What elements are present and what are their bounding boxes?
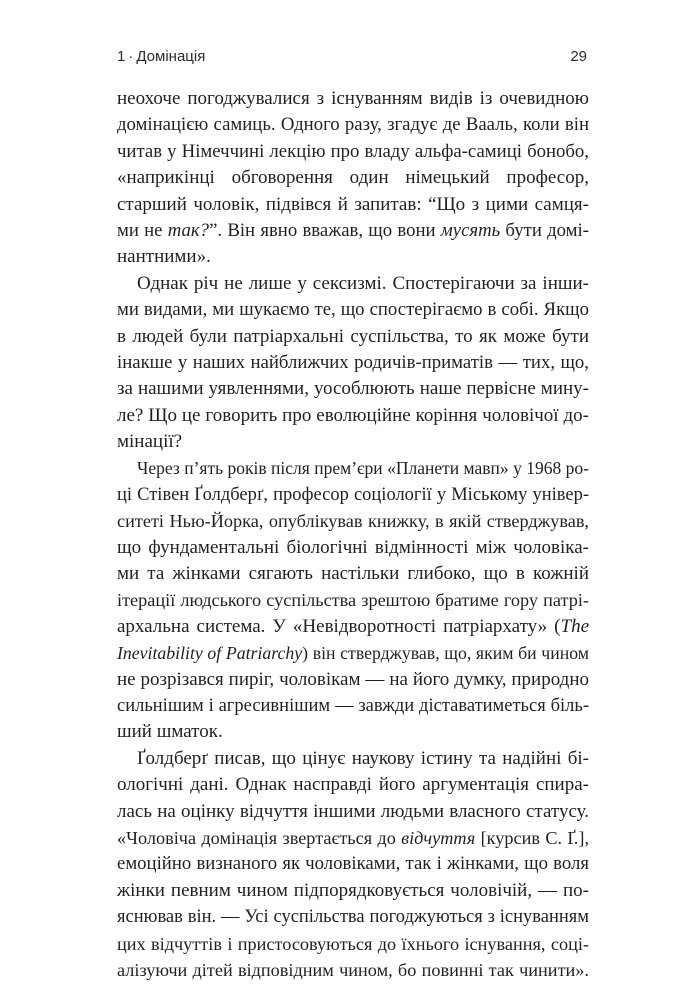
body-text	[117, 86, 589, 983]
italic-emphasis: мусять	[440, 219, 501, 241]
text-line: лась на оцінку відчуття іншими людьми власного статусу.	[117, 800, 589, 822]
text-line: домінацією самиць. Одного разу, згадує де Вааль, коли він	[117, 114, 589, 136]
running-head	[117, 48, 205, 65]
text-line: жінки певним чином підпорядковується чоловічій, — по-	[117, 879, 589, 901]
text-line: сильнішим і агресивнішим — завжди діставатиметься біль-	[117, 695, 589, 716]
page-header	[117, 48, 587, 74]
text-line: нантними».	[117, 246, 211, 268]
text-line: ологічні дані. Однак насправді його аргументація спира-	[117, 774, 589, 796]
text-line: ми та жінками сягають настільки глибоко, що в кожній	[117, 563, 589, 585]
italic-emphasis: так?	[167, 219, 210, 241]
chapter-title: Домінація	[136, 48, 206, 65]
text-line: ле? Що це говорить про еволюційне коріння чоловічої до-	[117, 404, 589, 426]
paragraph-3	[117, 455, 589, 745]
text-line: мінації?	[117, 431, 183, 453]
header-separator: ·	[128, 48, 134, 65]
text-line: що фундаментальні біологічні відмінності між чоловіка-	[117, 536, 589, 558]
italic-title: Inevitability of Patriarchy	[117, 643, 303, 664]
text-line: неохоче погоджувалися з існуванням видів із очевидною	[117, 88, 589, 109]
text-line: в людей були патріархальні суспільства, то як може бути	[117, 325, 589, 347]
text-line: Через п’ять років після прем’єри «Планети мавп» у 1968 ро-	[137, 458, 589, 479]
text-line: емоційно визнаного як чоловіками, так і жінками, що воля	[117, 853, 589, 875]
italic-emphasis: відчуття	[401, 827, 476, 848]
text-run: ”. Він явно вважав, що вони	[209, 219, 441, 241]
italic-title: The	[560, 615, 589, 637]
paragraph-1	[117, 86, 589, 271]
text-line: «наприкінці обговорення один німецький професор,	[117, 167, 589, 189]
text-run: бути домі-	[500, 219, 589, 241]
text-line	[117, 825, 589, 851]
chapter-number: 1	[117, 48, 126, 65]
text-line: ітерації людського суспільства зрештою братиме гору патрі-	[117, 590, 589, 611]
text-run: [курсив С. Ґ.],	[475, 827, 590, 848]
text-line: інакше у наших найближчих родичів-приматів — тих, що,	[117, 351, 589, 373]
text-run: ) він стверджував, що, яким би чином	[302, 643, 589, 664]
text-line: Однак річ не лише у сексизмі. Спостерігаючи за інши-	[137, 272, 589, 294]
text-line	[117, 192, 589, 218]
text-line: ці Стівен Ґолдберґ, професор соціології у Міському універ-	[117, 484, 589, 505]
text-run: «Чоловіча домінація звертається до	[117, 827, 402, 848]
text-line: цих відчуттів і пристосовуються до їхнього існування, соці-	[117, 933, 589, 954]
text-run: архальна система. У «Невідворотності патріархату» (	[117, 615, 561, 637]
text-line: ми видами, ми шукаємо те, що спостерігаємо в собі. Якщо	[117, 299, 589, 321]
text-line: Ґолдберґ писав, що цінує наукову істину та надійні бі-	[137, 747, 589, 769]
text-line: не розрізався пиріг, чоловікам — на його думку, природно	[117, 668, 589, 690]
text-run: старший чоловік, підвівся й запитав: “Що з цими самця-	[117, 193, 589, 215]
text-line: читав у Німеччині лекцію про владу альфа-самиці бонобо,	[117, 140, 589, 162]
page-number: 29	[570, 48, 587, 65]
text-line: ситеті Нью-Йорка, опублікував книжку, в якій стверджував,	[117, 511, 589, 532]
paragraph-2	[117, 271, 589, 456]
text-line: ший шматок.	[117, 721, 223, 743]
text-line: за нашими уявленнями, уособлюють наше первісне мину-	[117, 378, 589, 400]
text-line: алізуючи дітей відповідним чином, бо повинні так чинити».	[117, 959, 589, 980]
text-run: ми не	[117, 219, 168, 241]
paragraph-4	[117, 746, 589, 984]
text-line	[117, 218, 589, 244]
text-line	[117, 640, 589, 666]
text-line: яснював він. — Усі суспільства погоджуються з існуванням	[117, 907, 589, 928]
text-line	[117, 614, 589, 640]
